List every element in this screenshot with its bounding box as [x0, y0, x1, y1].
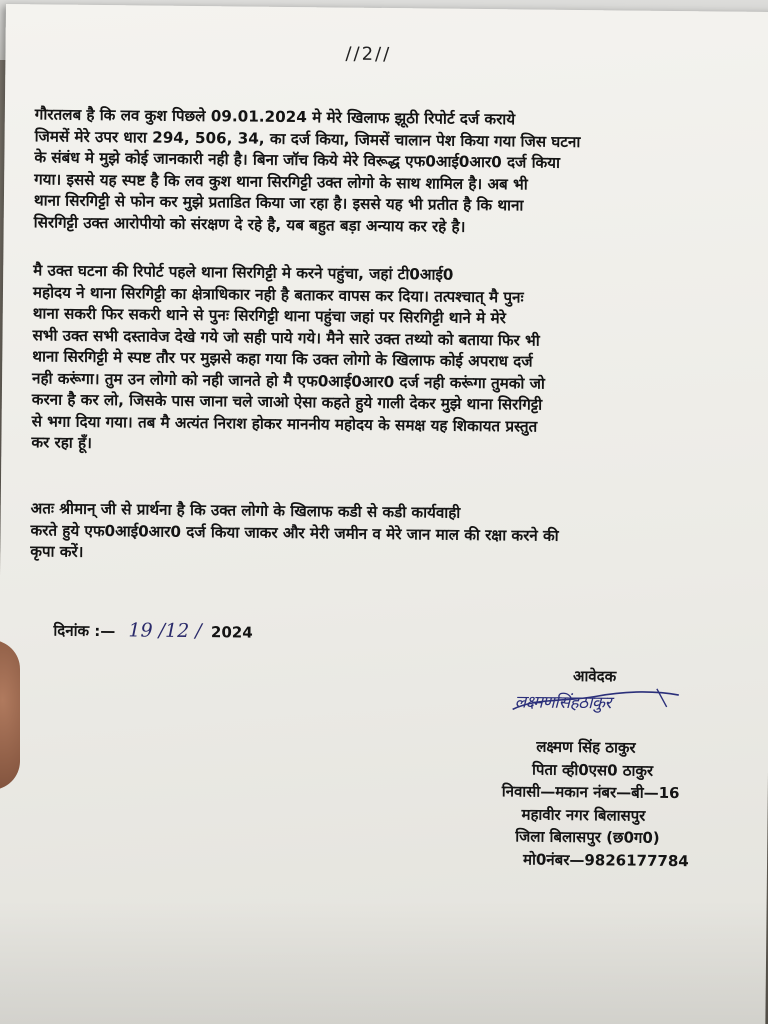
date-handwritten: 19 /12 / [128, 619, 202, 643]
date-row [53, 619, 253, 643]
applicant-label: आवेदक [572, 666, 617, 686]
date-year: 2024 [210, 623, 253, 642]
applicant-mobile: मो0नंबर—9826177784 [522, 849, 689, 870]
complaint-letter-page [0, 4, 768, 1024]
applicant-city: महावीर नगर बिलासपुर [521, 804, 646, 825]
applicant-address-block [501, 735, 742, 873]
applicant-district: जिला बिलासपुर (छ0ग0) [515, 827, 660, 847]
paragraph-2: मै उक्त घटना की रिपोर्ट पहले थाना सिरगिट्टी मे करने पहुंचा, जहां टी0आई0 महोदय ने थाना सिरगिट्टी का क्षेत्राधिकार नही है बताकर वापस कर दिया। तत्पश्चात् मै पुनः थाना सकरी फिर सकरी थाने से पुनः सिरगिट्टी थाना पहुंचा जहां पर सिरगिट्टी थाने मे मेरे सभी उक्त सभी दस्तावेज देखे गये जो सही पाये गये। मैने सारे उक्त तथ्यो को बताया फिर भी थाना सिरगिट्टी मे स्पष्ट तौर पर मुझसे कहा गया कि उक्त लोगो के खिलाफ कोई अपराध दर्ज नही करूंगा। तुम उन लोगो को नही जानते हो मै एफ0आई0आर0 दर्ज नही करूंगा तुमको जो करना है कर लो, जिसके पास जाना चले जाओ ऐसा कहते हुये गाली देकर मुझे थाना सिरगिट्टी से भगा दिया गया। तब मै अत्यंत निराश होकर माननीय महोदय के समक्ष यह शिकायत प्रस्तुत कर रहा हूँ। [31, 261, 545, 452]
applicant-address: निवासी—मकान नंबर—बी—16 [501, 782, 680, 803]
signature [506, 679, 686, 729]
applicant-name: लक्ष्मण सिंह ठाकुर [536, 737, 636, 757]
applicant-father: पिता व्ही0एस0 ठाकुर [531, 760, 654, 780]
thumb-finger [0, 640, 20, 790]
date-label: दिनांक :— [53, 621, 116, 641]
signature-text: लक्ष्मणसिंहठाकुर [514, 692, 612, 714]
page-number: //2// [345, 43, 392, 66]
paragraph-3: अतः श्रीमान् जी से प्रार्थना है कि उक्त लोगो के खिलाफ कडी से कडी कार्यवाही करते हुये एफ0आई0आर0 दर्ज किया जाकर और मेरी जमीन व मेरे जान माल की रक्षा करने की कृपा करें। [30, 499, 559, 561]
paragraph-1: गौरतलब है कि लव कुश पिछले 09.01.2024 मे मेरे खिलाफ झूठी रिपोर्ट दर्ज कराये जिमसें मेरे उपर धारा 294, 506, 34, का दर्ज किया, जिमसें चालान पेश किया गया जिस घटना के संबंध मे मुझे कोई जानकारी नही है। बिना जॉच किये मेरे विरूद्ध एफ0आई0आर0 दर्ज किया गया। इससे यह स्पष्ट है कि लव कुश थाना सिरगिट्टी उक्त लोगो के साथ शामिल है। अब भी थाना सिरगिट्टी से फोन कर मुझे प्रताडित किया जा रहा है। इससे यह भी प्रतीत है कि थाना सिरगिट्टी उक्त आरोपीयो को संरक्षण दे रहे है, यब बहुत बड़ा अन्याय कर रहे है। [33, 105, 581, 236]
